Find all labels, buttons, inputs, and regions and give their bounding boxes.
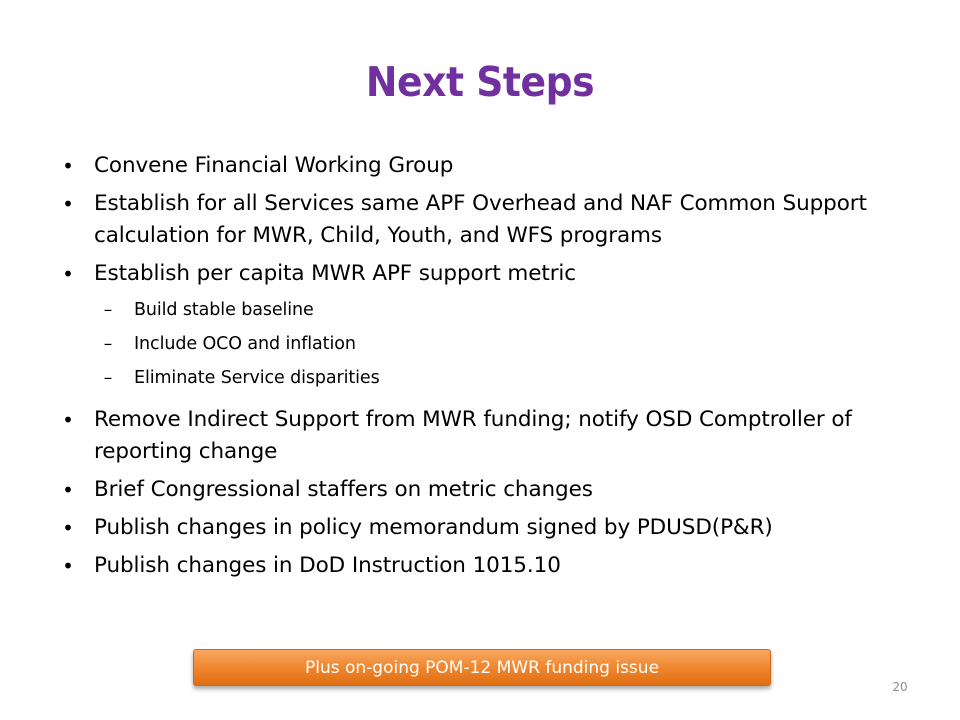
bullet-item	[58, 188, 938, 252]
callout-box: Plus on-going POM-12 MWR funding issue	[193, 649, 771, 686]
bullet-item	[58, 550, 938, 582]
sub-bullet-item	[58, 364, 938, 392]
bullet-dot-icon: •	[62, 554, 74, 578]
bullet-list	[58, 150, 938, 582]
slide-title: Next Steps	[365, 58, 595, 106]
bullet-item	[58, 404, 938, 468]
bullet-dot-icon: •	[62, 516, 74, 540]
sub-bullet-text: Include OCO and inflation	[134, 334, 356, 354]
bullet-dot-icon: •	[62, 154, 74, 178]
dash-icon: –	[103, 368, 113, 388]
bullet-text: Establish per capita MWR APF support metric	[94, 261, 577, 286]
bullet-item	[58, 474, 938, 506]
bullet-text: Remove Indirect Support from MWR funding; notify OSD Comptroller of reporting change	[94, 407, 852, 464]
bullet-text: Establish for all Services same APF Overhead and NAF Common Support calculation for MWR, Child, Youth, and WFS programs	[94, 191, 867, 248]
bullet-item	[58, 512, 938, 544]
bullet-dot-icon: •	[62, 262, 74, 286]
bullet-text: Publish changes in policy memorandum signed by PDUSD(P&R)	[94, 515, 773, 540]
bullet-dot-icon: •	[62, 192, 74, 216]
bullet-item	[58, 258, 938, 290]
dash-icon: –	[103, 300, 113, 320]
dash-icon: –	[103, 334, 113, 354]
bullet-text: Convene Financial Working Group	[94, 153, 454, 178]
sub-bullet-text: Build stable baseline	[134, 300, 314, 320]
bullet-dot-icon: •	[62, 408, 74, 432]
bullet-item	[58, 150, 938, 182]
page-number: 20	[892, 680, 908, 694]
bullet-text: Publish changes in DoD Instruction 1015.10	[94, 553, 561, 578]
sub-bullet-text: Eliminate Service disparities	[134, 368, 380, 388]
sub-bullet-item	[58, 330, 938, 358]
bullet-text: Brief Congressional staffers on metric changes	[94, 477, 593, 502]
sub-bullet-item	[58, 296, 938, 324]
bullet-dot-icon: •	[62, 478, 74, 502]
